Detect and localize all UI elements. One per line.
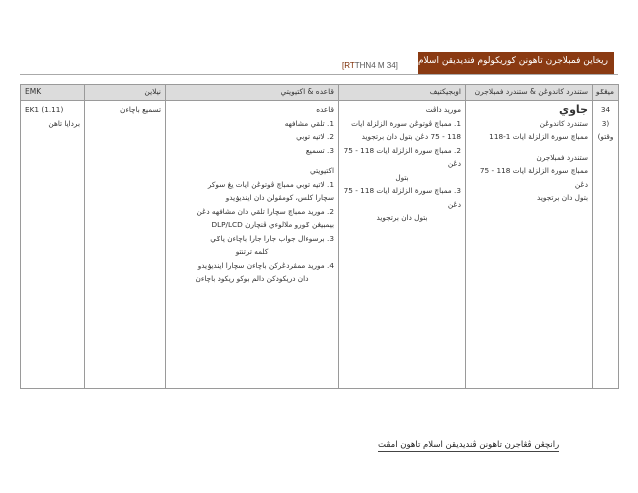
aktiviti-line: كلمه ترتنتو xyxy=(235,247,269,256)
header-title: ريخاين فمبلاجرن تاهونن كوريكولوم فنديديقن اسلام xyxy=(417,56,608,66)
cell-nilai: تسميع باچاءن xyxy=(85,101,166,389)
week-duration: (3 وقتو) xyxy=(597,118,614,141)
col-minggu-header: ميڠݢو xyxy=(593,85,619,101)
emk-text: بردايا تاهن xyxy=(48,118,80,128)
aktiviti-heading: اكتيويتي xyxy=(310,166,334,175)
week-number: 34 xyxy=(600,105,611,114)
learning-standard-line: بتول دان برتجويد xyxy=(536,193,588,202)
aktiviti-line: 3. برسوءال جواب جارا جارا باچاءن ياݢي xyxy=(210,233,334,243)
qaedah-item: 3. تسميع xyxy=(305,145,334,155)
table-row xyxy=(21,101,619,389)
col-objektif-header: اوبجيكتيف xyxy=(339,85,466,101)
emk-code: EK1 (1.11) xyxy=(25,105,64,114)
document-code: [RTTHN4 M 34] xyxy=(342,61,398,70)
col-emk-header: EMK xyxy=(21,85,85,101)
lesson-plan-table xyxy=(20,84,619,389)
objective-intro: موريد داڤت xyxy=(425,105,461,114)
aktiviti-line: 4. موريد ممڤردڠركن باچاءن سچارا اينديۏيدو xyxy=(197,260,334,270)
aktiviti-line: سچارا كلس، كومڤولن دان اينديۏيدو xyxy=(225,193,334,202)
objective-line: 118 - 75 دڠن بتول دان برتجويد xyxy=(361,132,461,141)
cell-objektif xyxy=(339,101,466,389)
col-standard-header: ستندرد كاندوڠن & ستندرد فمبلاجرن xyxy=(466,85,593,101)
learning-standard-line: ممباچ سورة الزلزلة ايات 118 - 75 دڠن xyxy=(479,166,588,189)
objective-line: 1. ممباچ ڤوتوڠن سورة الزلزلة ايات xyxy=(351,118,461,128)
col-aktiviti-header: قاعده & اكتيويتي xyxy=(166,85,339,101)
header-band xyxy=(418,52,614,74)
footer-caption: رانچڠن ڤڠاجرن تاهونن ڤنديديقن اسلام تاهون امڤت xyxy=(378,440,560,450)
objective-line: بتول دان برتجويد xyxy=(376,213,428,222)
cell-minggu xyxy=(593,101,619,389)
cell-emk xyxy=(21,101,85,389)
objective-line: بتول xyxy=(395,172,409,182)
content-standard-heading: ستندرد كاندوڠن xyxy=(539,118,588,128)
qaedah-item: 1. تلقي مشافهه xyxy=(284,118,334,128)
qaedah-item: 2. لاتيه توبي xyxy=(296,132,334,141)
cell-standard xyxy=(466,101,593,389)
aktiviti-line: 2. موريد ممباچ سچارا تلقي دان مشافهه دڠن xyxy=(196,206,334,216)
learning-standard-heading: ستندرد فمبلاجرن xyxy=(536,152,588,162)
aktiviti-line: دان دريكودكن دالم بوكو ريكود باچاءن xyxy=(195,274,309,283)
qaedah-heading: قاعده xyxy=(316,105,334,114)
table-header-row xyxy=(21,85,619,101)
objective-line: 2. ممباچ سورة الزلزلة ايات 118 - 75 دڠن xyxy=(343,145,461,168)
content-standard-line: ممباچ سورة الزلزلة ايات 1-118 xyxy=(489,132,588,141)
header-divider xyxy=(20,74,618,75)
aktiviti-line: 1. لاتيه توبي ممباچ ڤوتوڠن ايات يڠ سوكر xyxy=(207,179,334,189)
col-nilai-header: نيلاين xyxy=(85,85,166,101)
cell-aktiviti xyxy=(166,101,339,389)
objective-line: 3. ممباچ سورة الزلزلة ايات 118 - 75 دڠن xyxy=(343,186,461,209)
standard-title: جاوي xyxy=(559,103,588,116)
aktiviti-line: بيمبيڠن ݢورو ملالوءي ڤنچارن DLP/LCD xyxy=(211,220,334,229)
